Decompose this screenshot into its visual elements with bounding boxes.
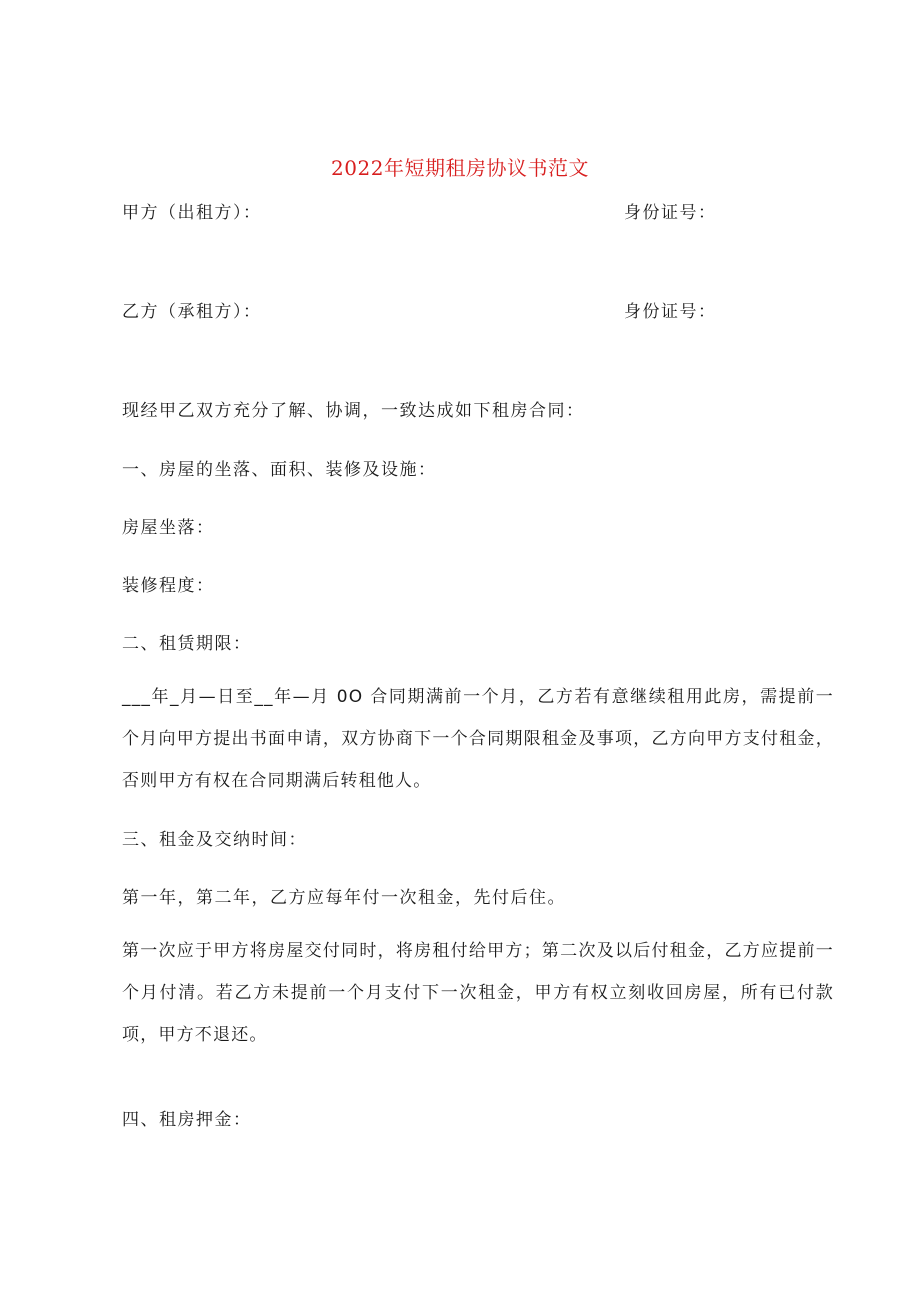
party-b-label: 乙方（承租方）：: [122, 302, 262, 322]
section3-heading: 三、租金及交纳时间：: [122, 830, 307, 850]
party-b-id-label: 身份证号：: [624, 302, 717, 322]
section3-paragraph1: 第一年，第二年，乙方应每年付一次租金，先付后住。: [122, 888, 566, 908]
section4-heading: 四、租房押金：: [122, 1110, 252, 1130]
location-label: 房屋坐落：: [122, 518, 215, 538]
section1-heading: 一、房屋的坐落、面积、装修及设施：: [122, 460, 437, 480]
section2-heading: 二、租赁期限：: [122, 634, 252, 654]
document-title: 2022年短期租房协议书范文: [331, 156, 589, 180]
decoration-label: 装修程度：: [122, 576, 215, 596]
party-a-label: 甲方（出租方）：: [122, 203, 262, 223]
section2-paragraph: ___年_月—日至__年—月 0O 合同期满前一个月，乙方若有意继续租用此房，需提前一个月向甲方提出书面申请，双方协商下一个合同期限租金及事项，乙方向甲方支付租金，否则甲方有权在合同期满后转租他人。: [122, 687, 834, 791]
intro-text: 现经甲乙双方充分了解、协调，一致达成如下租房合同：: [122, 401, 585, 421]
party-a-id-label: 身份证号：: [624, 203, 717, 223]
section3-paragraph2: 第一次应于甲方将房屋交付同时，将房租付给甲方；第二次及以后付租金，乙方应提前一个月付清。若乙方未提前一个月支付下一次租金，甲方有权立刻收回房屋，所有已付款项，甲方不退还。: [122, 941, 834, 1045]
